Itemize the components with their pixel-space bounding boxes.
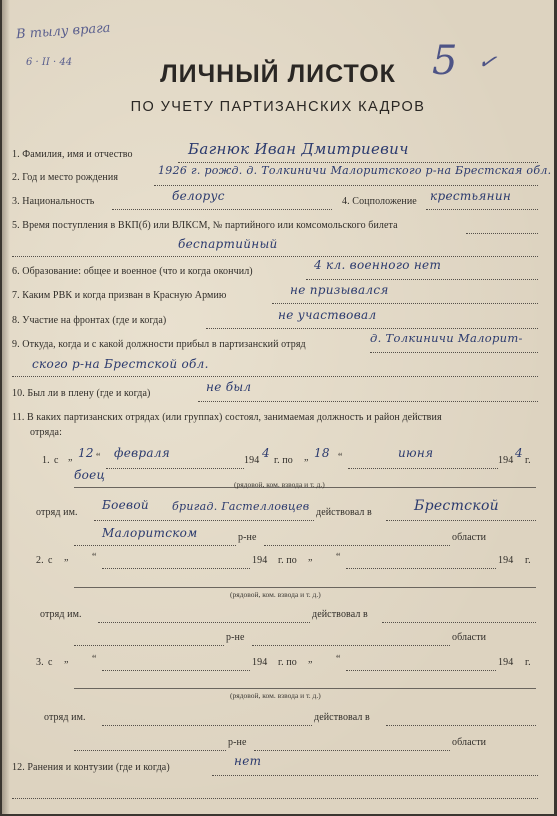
service-row-1-r-ne: р-не [238,532,257,543]
service-row-1-region: Брестской [414,498,499,514]
service-row-1-rank-hint: (рядовой, ком. взвода и т. д.) [234,480,325,489]
field-2-value: 1926 г. рожд. д. Толкиничи Малоритского р-на Брестская обл. [158,164,552,177]
service-row-1-quote-open-2: „ [304,452,309,463]
service-row-2-from-year-prefix: 194 [252,555,268,566]
service-row-1-deystvoval-label: действовал в [316,507,372,518]
field-3-label: 3. Национальность [12,196,95,207]
service-row-1-detachment-extra: бригад. Гастелловцев [172,500,310,513]
field-9-label: 9. Откуда, когда и с какой должности прибыл в партизанский отряд [12,339,306,350]
field-2-label: 2. Год и место рождения [12,172,119,183]
service-row-2-otryad-label: отряд им. [40,609,82,620]
pencil-mark: 5 [432,38,458,84]
field-6-label: 6. Образование: общее и военное (что и когда окончил) [12,266,253,277]
service-row-1-to-day: 18 [314,446,330,460]
field-9-value-1: д. Толкиничи Малорит- [370,331,523,345]
service-row-2-quote-close: “ [92,552,97,563]
service-row-1-quote-open: „ [68,452,73,463]
service-row-1-g-end: г. [525,455,531,466]
service-row-1-quote-close: “ [96,452,101,463]
service-row-1-num: 1. [42,455,50,466]
service-row-1-to-year-prefix: 194 [498,455,514,466]
field-3-value: белорус [172,189,225,203]
service-row-1-otryad-label: отряд им. [36,507,78,518]
service-row-3-r-ne: р-не [228,737,247,748]
service-row-3-from-year-prefix: 194 [252,657,268,668]
service-row-1-to-year-digit: 4 [515,446,523,460]
service-row-3-quote-open-2: „ [308,654,313,665]
field-8-value: не участвовал [278,308,377,322]
field-7-value: не призывался [290,283,389,297]
field-6-value: 4 кл. военного нет [314,258,442,272]
service-row-1-g-po: г. по [274,455,293,466]
service-row-2-g-end: г. [525,555,531,566]
service-row-1-from-month: февраля [114,446,171,460]
service-row-2-r-ne: р-не [226,632,245,643]
page-subtitle: ПО УЧЕТУ ПАРТИЗАНСКИХ КАДРОВ [130,99,426,115]
service-row-3-quote-close-2: “ [336,654,341,665]
service-row-1-from-year-prefix: 194 [244,455,260,466]
service-row-2-c-label: с [48,555,53,566]
field-11-label-2: отряда: [30,427,62,438]
service-row-3-deystvoval-label: действовал в [314,712,370,723]
pencil-note-2: 6 · II · 44 [26,57,73,68]
field-8-label: 8. Участие на фронтах (где и когда) [12,315,167,326]
field-12-label: 12. Ранения и контузии (где и когда) [12,762,170,773]
service-row-1-from-day: 12 [78,446,94,460]
service-row-1-to-month: июня [398,446,434,460]
service-row-3-to-year-prefix: 194 [498,657,514,668]
service-row-1-c-label: с [54,455,59,466]
service-row-3-g-end: г. [525,657,531,668]
field-10-label: 10. Был ли в плену (где и когда) [12,388,151,399]
service-row-3-quote-open: „ [64,654,69,665]
field-1-value: Багнюк Иван Дмитриевич [188,140,409,158]
field-5-value: беспартийный [178,237,278,251]
service-row-2-deystvoval-label: действовал в [312,609,368,620]
page-title: ЛИЧНЫЙ ЛИСТОК [160,60,396,88]
service-row-3-quote-close: “ [92,654,97,665]
service-row-1-detachment: Боевой [102,498,149,512]
service-row-1-oblasti: области [452,532,487,543]
service-row-3-otryad-label: отряд им. [44,712,86,723]
service-row-2-quote-close-2: “ [336,552,341,563]
field-4-value: крестьянин [430,189,512,203]
field-4-label: 4. Соцположение [342,196,417,207]
service-row-3-num: 3. [36,657,44,668]
field-9-value-2: ского р-на Брестской обл. [32,357,209,371]
service-row-1-position: боец [74,468,106,482]
service-row-2-quote-open-2: „ [308,552,313,563]
pencil-note-1: В тылу врага [15,20,111,43]
field-1-label: 1. Фамилия, имя и отчество [12,149,133,160]
service-row-2-quote-open: „ [64,552,69,563]
service-row-2-g-po: г. по [278,555,297,566]
service-row-1-from-year-digit: 4 [262,446,270,460]
service-row-1-quote-close-2: “ [338,452,343,463]
field-12-value: нет [234,754,262,768]
service-row-2-oblasti: области [452,632,487,643]
field-10-value: не был [206,380,252,394]
field-7-label: 7. Каким РВК и когда призван в Красную Армию [12,290,227,301]
field-11-label-1: 11. В каких партизанских отрядах (или группах) состоял, занимаемая должность и район действия [12,412,442,423]
service-row-3-rank-hint: (рядовой, ком. взвода и т. д.) [230,691,321,700]
service-row-2-to-year-prefix: 194 [498,555,514,566]
service-row-3-g-po: г. по [278,657,297,668]
service-row-1-rayon: Малоритском [102,526,198,540]
pencil-check: ✓ [475,48,499,77]
service-row-3-c-label: с [48,657,53,668]
service-row-3-oblasti: области [452,737,487,748]
service-row-2-rank-hint: (рядовой, ком. взвода и т. д.) [230,590,321,599]
binding-shadow [2,0,10,814]
field-5-label: 5. Время поступления в ВКП(б) или ВЛКСМ, № партийного или комсомольского билета [12,220,398,231]
service-row-2-num: 2. [36,555,44,566]
document-sheet [2,0,554,814]
